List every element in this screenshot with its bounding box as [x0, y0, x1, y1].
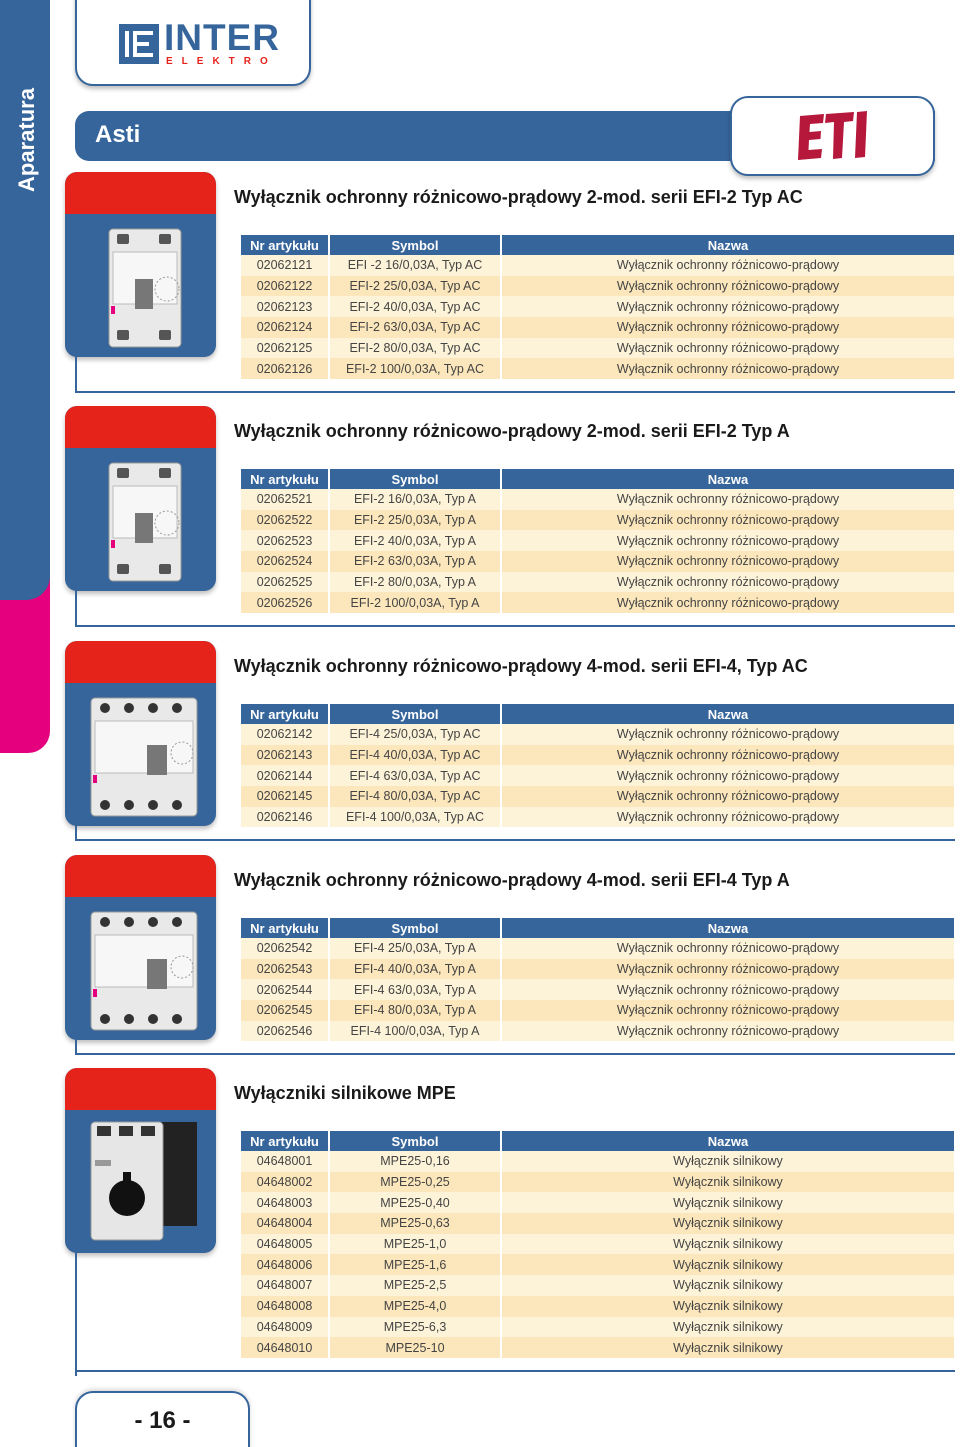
table-cell: Wyłącznik silnikowy	[501, 1296, 954, 1317]
table-cell: Wyłącznik ochronny różnicowo-prądowy	[501, 358, 954, 379]
table-cell: 04648006	[241, 1254, 329, 1275]
product-table	[241, 1131, 954, 1358]
table-cell: 02062126	[241, 358, 329, 379]
table-cell: 04648003	[241, 1192, 329, 1213]
table-cell: EFI-2 80/0,03A, Typ AC	[329, 338, 501, 359]
table-cell: EFI-4 63/0,03A, Typ AC	[329, 765, 501, 786]
table-cell: Wyłącznik ochronny różnicowo-prądowy	[501, 786, 954, 807]
table-cell: 02062125	[241, 338, 329, 359]
table-cell: Wyłącznik silnikowy	[501, 1275, 954, 1296]
table-cell: EFI-2 40/0,03A, Typ AC	[329, 296, 501, 317]
table-cell: Wyłącznik ochronny różnicowo-prądowy	[501, 489, 954, 510]
table-cell: Wyłącznik ochronny różnicowo-prądowy	[501, 1000, 954, 1021]
table-cell: 02062123	[241, 296, 329, 317]
table-cell: MPE25-0,40	[329, 1192, 501, 1213]
eti-logo-icon	[794, 110, 874, 164]
table-cell: MPE25-2,5	[329, 1275, 501, 1296]
table-cell: EFI -2 16/0,03A, Typ AC	[329, 255, 501, 276]
table-row	[241, 1172, 954, 1193]
product-table	[241, 704, 954, 827]
table-cell: EFI-4 40/0,03A, Typ AC	[329, 745, 501, 766]
table-cell: Wyłącznik silnikowy	[501, 1192, 954, 1213]
table-cell: 02062526	[241, 592, 329, 613]
col-symbol-header: Symbol	[329, 235, 501, 255]
table-cell: Wyłącznik ochronny różnicowo-prądowy	[501, 979, 954, 1000]
table-cell: 02062142	[241, 724, 329, 745]
table-cell: 02062525	[241, 572, 329, 593]
table-cell: EFI-2 80/0,03A, Typ A	[329, 572, 501, 593]
svg-text:ETI: ETI	[794, 110, 796, 111]
table-cell: MPE25-0,63	[329, 1213, 501, 1234]
table-cell: Wyłącznik ochronny różnicowo-prądowy	[501, 276, 954, 297]
table-row	[241, 358, 954, 379]
table-cell: EFI-2 25/0,03A, Typ AC	[329, 276, 501, 297]
col-name-header: Nazwa	[501, 1131, 954, 1151]
table-cell: EFI-2 63/0,03A, Typ A	[329, 551, 501, 572]
table-cell: 02062544	[241, 979, 329, 1000]
table-cell: 02062521	[241, 489, 329, 510]
table-cell: Wyłącznik silnikowy	[501, 1172, 954, 1193]
table-row	[241, 317, 954, 338]
product-card	[65, 641, 216, 826]
product-card	[65, 1068, 216, 1253]
col-nr-header: Nr artykułu	[241, 235, 329, 255]
col-name-header: Nazwa	[501, 918, 954, 938]
table-row	[241, 510, 954, 531]
table-row	[241, 1213, 954, 1234]
table-cell: EFI-4 100/0,03A, Typ AC	[329, 807, 501, 828]
inter-elektro-logo	[75, 0, 311, 86]
table-cell: 04648007	[241, 1275, 329, 1296]
table-cell: 02062146	[241, 807, 329, 828]
table-cell: 02062524	[241, 551, 329, 572]
product-card	[65, 406, 216, 591]
table-cell: 04648004	[241, 1213, 329, 1234]
table-cell: MPE25-1,6	[329, 1254, 501, 1275]
table-cell: 02062523	[241, 530, 329, 551]
table-cell: EFI-2 25/0,03A, Typ A	[329, 510, 501, 531]
table-row	[241, 1234, 954, 1255]
table-row	[241, 1275, 954, 1296]
table-row	[241, 592, 954, 613]
table-cell: Wyłącznik ochronny różnicowo-prądowy	[501, 745, 954, 766]
col-symbol-header: Symbol	[329, 704, 501, 724]
table-cell: EFI-2 40/0,03A, Typ A	[329, 530, 501, 551]
table-cell: EFI-4 63/0,03A, Typ A	[329, 979, 501, 1000]
table-cell: Wyłącznik ochronny różnicowo-prądowy	[501, 959, 954, 980]
table-cell: Wyłącznik ochronny różnicowo-prądowy	[501, 296, 954, 317]
table-row	[241, 276, 954, 297]
table-cell: Wyłącznik ochronny różnicowo-prądowy	[501, 807, 954, 828]
eti-logo-box	[730, 96, 935, 176]
table-cell: MPE25-10	[329, 1337, 501, 1358]
col-nr-header: Nr artykułu	[241, 469, 329, 489]
table-cell: 02062546	[241, 1021, 329, 1042]
table-cell: 02062121	[241, 255, 329, 276]
product-table	[241, 469, 954, 613]
table-cell: MPE25-6,3	[329, 1317, 501, 1338]
table-row	[241, 938, 954, 959]
col-nr-header: Nr artykułu	[241, 1131, 329, 1151]
table-cell: 02062545	[241, 1000, 329, 1021]
table-cell: Wyłącznik ochronny różnicowo-prądowy	[501, 530, 954, 551]
col-symbol-header: Symbol	[329, 1131, 501, 1151]
table-row	[241, 724, 954, 745]
table-cell: Wyłącznik silnikowy	[501, 1254, 954, 1275]
table-cell: 04648005	[241, 1234, 329, 1255]
table-cell: Wyłącznik ochronny różnicowo-prądowy	[501, 317, 954, 338]
table-cell: MPE25-0,16	[329, 1151, 501, 1172]
product-card	[65, 855, 216, 1040]
table-cell: 04648002	[241, 1172, 329, 1193]
page-number-box	[75, 1391, 250, 1447]
table-row	[241, 530, 954, 551]
section-title: Wyłącznik ochronny różnicowo-prądowy 4-mod. serii EFI-4, Typ AC	[234, 656, 808, 676]
table-cell: Wyłącznik ochronny różnicowo-prądowy	[501, 765, 954, 786]
table-row	[241, 1254, 954, 1275]
col-symbol-header: Symbol	[329, 469, 501, 489]
table-cell: 02062542	[241, 938, 329, 959]
table-row	[241, 786, 954, 807]
table-row	[241, 807, 954, 828]
table-cell: EFI-4 100/0,03A, Typ A	[329, 1021, 501, 1042]
table-cell: Wyłącznik ochronny różnicowo-prądowy	[501, 572, 954, 593]
motor-switch-image-icon	[87, 1120, 202, 1245]
col-symbol-header: Symbol	[329, 918, 501, 938]
rcd-2-module-image-icon	[87, 458, 202, 583]
table-cell: EFI-2 100/0,03A, Typ A	[329, 592, 501, 613]
col-name-header: Nazwa	[501, 235, 954, 255]
section-title: Wyłącznik ochronny różnicowo-prądowy 4-mod. serii EFI-4 Typ A	[234, 870, 790, 890]
table-cell: EFI-4 25/0,03A, Typ AC	[329, 724, 501, 745]
table-cell: Wyłącznik silnikowy	[501, 1317, 954, 1338]
rcd-2-module-image-icon	[87, 224, 202, 349]
table-row	[241, 1337, 954, 1358]
side-label: Aparatura	[14, 88, 39, 192]
table-row	[241, 1192, 954, 1213]
product-table	[241, 918, 954, 1041]
table-cell: 02062145	[241, 786, 329, 807]
table-row	[241, 489, 954, 510]
logo-sub: ELEKTRO	[166, 56, 277, 67]
section-title: Wyłącznik ochronny różnicowo-prądowy 2-mod. serii EFI-2 Typ AC	[234, 187, 803, 207]
table-row	[241, 1151, 954, 1172]
logo-name: INTER	[164, 17, 280, 58]
table-cell: Wyłącznik ochronny różnicowo-prądowy	[501, 1021, 954, 1042]
inter-logo-mark-icon	[119, 24, 159, 64]
table-row	[241, 979, 954, 1000]
table-cell: Wyłącznik ochronny różnicowo-prądowy	[501, 255, 954, 276]
table-cell: EFI-4 80/0,03A, Typ AC	[329, 786, 501, 807]
table-cell: Wyłącznik ochronny różnicowo-prądowy	[501, 938, 954, 959]
table-cell: EFI-4 25/0,03A, Typ A	[329, 938, 501, 959]
table-cell: 02062543	[241, 959, 329, 980]
table-cell: MPE25-0,25	[329, 1172, 501, 1193]
table-cell: Wyłącznik ochronny różnicowo-prądowy	[501, 724, 954, 745]
table-row	[241, 296, 954, 317]
table-cell: Wyłącznik ochronny różnicowo-prądowy	[501, 510, 954, 531]
table-row	[241, 1317, 954, 1338]
table-cell: Wyłącznik silnikowy	[501, 1151, 954, 1172]
table-cell: EFI-4 40/0,03A, Typ A	[329, 959, 501, 980]
table-row	[241, 551, 954, 572]
table-cell: 02062144	[241, 765, 329, 786]
table-cell: 02062122	[241, 276, 329, 297]
table-cell: 02062124	[241, 317, 329, 338]
table-cell: 02062522	[241, 510, 329, 531]
table-row	[241, 765, 954, 786]
col-name-header: Nazwa	[501, 704, 954, 724]
table-cell: Wyłącznik ochronny różnicowo-prądowy	[501, 551, 954, 572]
col-name-header: Nazwa	[501, 469, 954, 489]
col-nr-header: Nr artykułu	[241, 918, 329, 938]
table-row	[241, 745, 954, 766]
table-cell: MPE25-4,0	[329, 1296, 501, 1317]
table-cell: Wyłącznik silnikowy	[501, 1234, 954, 1255]
table-row	[241, 1296, 954, 1317]
table-row	[241, 255, 954, 276]
section-title: Wyłączniki silnikowe MPE	[234, 1083, 456, 1103]
table-cell: 04648009	[241, 1317, 329, 1338]
table-cell: EFI-4 80/0,03A, Typ A	[329, 1000, 501, 1021]
table-cell: EFI-2 100/0,03A, Typ AC	[329, 358, 501, 379]
table-row	[241, 338, 954, 359]
table-row	[241, 572, 954, 593]
product-card	[65, 172, 216, 357]
rcd-4-module-image-icon	[87, 907, 202, 1032]
page-title: Asti	[95, 121, 141, 148]
table-cell: Wyłącznik ochronny różnicowo-prądowy	[501, 592, 954, 613]
table-cell: 02062143	[241, 745, 329, 766]
table-cell: EFI-2 16/0,03A, Typ A	[329, 489, 501, 510]
table-cell: Wyłącznik ochronny różnicowo-prądowy	[501, 338, 954, 359]
page-number: - 16 -	[134, 1407, 191, 1434]
table-cell: 04648008	[241, 1296, 329, 1317]
table-cell: MPE25-1,0	[329, 1234, 501, 1255]
col-nr-header: Nr artykułu	[241, 704, 329, 724]
table-cell: Wyłącznik silnikowy	[501, 1213, 954, 1234]
product-table	[241, 235, 954, 379]
table-cell: Wyłącznik silnikowy	[501, 1337, 954, 1358]
table-row	[241, 959, 954, 980]
table-cell: 04648010	[241, 1337, 329, 1358]
table-cell: EFI-2 63/0,03A, Typ AC	[329, 317, 501, 338]
table-row	[241, 1021, 954, 1042]
table-row	[241, 1000, 954, 1021]
section-title: Wyłącznik ochronny różnicowo-prądowy 2-mod. serii EFI-2 Typ A	[234, 421, 790, 441]
rcd-4-module-image-icon	[87, 693, 202, 818]
table-cell: 04648001	[241, 1151, 329, 1172]
